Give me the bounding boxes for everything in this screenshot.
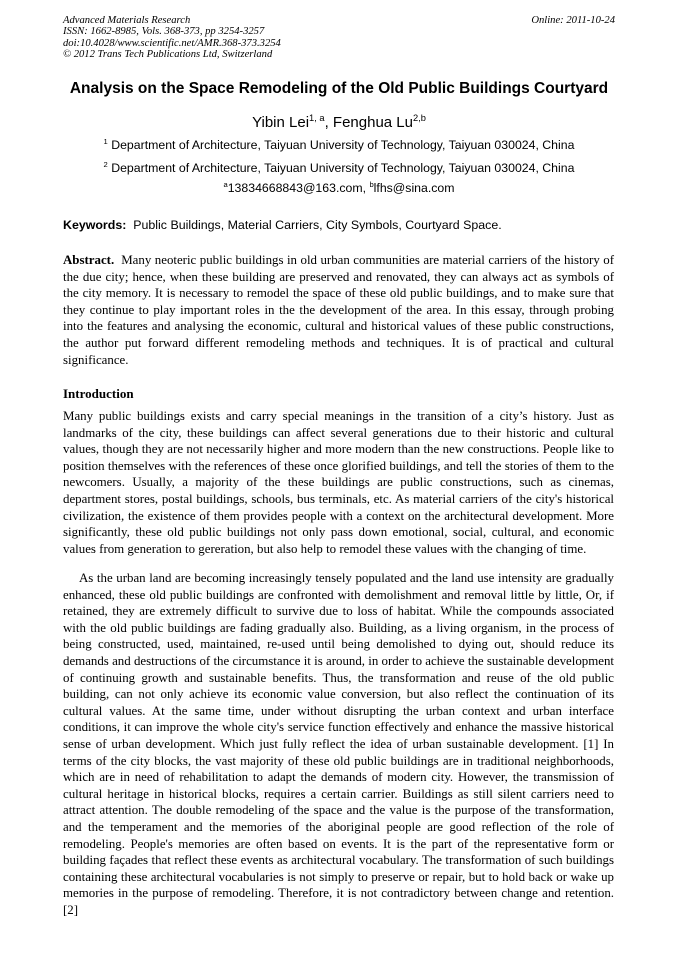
abstract [63, 252, 614, 368]
affiliation-2-marker: 2 [103, 159, 108, 169]
author-separator: , [324, 114, 333, 131]
email-a[interactable]: 13834668843@163.com, [227, 181, 370, 195]
copyright-line: © 2012 Trans Tech Publications Ltd, Switzerland [63, 49, 273, 61]
email-b[interactable]: lfhs@sina.com [373, 181, 455, 195]
author-1: Yibin Lei [252, 114, 310, 131]
keywords [63, 218, 623, 232]
paper-title: Analysis on the Space Remodeling of the Old Public Buildings Courtyard [69, 80, 609, 97]
journal-name: Advanced Materials Research [63, 15, 191, 26]
affiliation-1-text: Department of Architecture, Taiyuan University of Technology, Taiyuan 030024, China [111, 138, 575, 152]
abstract-text: Many neoteric public buildings in old urban communities are material carriers of the history of the due city; hence, when these building are preserved and renovated, they can always act as symbols of the city memory. It is necessary to remodel the space of these old public buildings, and to make sure that they continue to play important roles in the the development of the area. In this essay, through probing into the features and analysing the economic, cultural and historical values of these public constructions, the author put forward different remodeling methods and techniques. It is of practical and cultural significance. [63, 253, 614, 367]
affiliation-1-marker: 1 [103, 136, 108, 146]
email-a-marker: a [223, 179, 228, 189]
journal-header [63, 15, 615, 61]
keywords-text: Public Buildings, Material Carriers, City Symbols, Courtyard Space. [133, 218, 502, 232]
intro-paragraph-1: Many public buildings exists and carry special meanings in the transition of a city’s history. Just as landmarks of the city, these buildings can affect several generations due to their historic and cultural values, though they are not necessarily higher and more modern than the new constructions. People like to position themselves with the references of these once glorified buildings, and tell the stories of them to the newcomers. Usually, a majority of the these buildings are public constructions, such as cinemas, department stores, postal buildings, schools, bus terminals, etc. As material carriers of the city's historical civilization, the existence of them provides people with a context on the architectural development. More significantly, these old public buildings not only pass down emotional, social, cultural, and economic values from generation to gereration, but also help to remodel these values with the changing of time. [63, 409, 614, 556]
email-b-marker: b [369, 179, 374, 189]
issn-line: ISSN: 1662-8985, Vols. 368-373, pp 3254-3257 [63, 26, 265, 38]
author-1-marker: 1, a [309, 113, 325, 123]
affiliation-1 [40, 138, 638, 152]
email-line [40, 181, 638, 195]
doi-line[interactable]: doi:10.4028/www.scientific.net/AMR.368-373.3254 [63, 37, 281, 49]
intro-paragraph-2: As the urban land are becoming increasingly tensely populated and the land use intensity are gradually enhanced, these old public buildings are confronted with demolishment and removal little by little, Or, if retained, they are extremely difficult to survive due to loss of habitat. While the compounds associated with the old public buildings are fading gradually also. Building, as a living organism, in the process of being constructed, used, maintained, re-used until being demolished to dying out, should reduce its demands and destructions of the circumstance it is around, in order to achieve the sustainable development of continuing growth and sustainable benefits. Thus, the transformation and reuse of the old public building, can not only achieve its economic value conversion, but also reflect the continuation of its cultural values. At the same time, under without disrupting the urban context and urban interface conditions, it can improve the whole city's service function effectively and enhance the massive historical sense of urban development. Which just fully reflect the idea of urban sustainable development. [1] In terms of the city blocks, the vast majority of these old public buildings are in traditional neighborhoods, which are in need of rehabilitation to adapt the demands of modern city. However, the transmission of cultural heritage in historical blocks, requires a certain carrier. Buildings as still silent carriers need to attract attention. The double remodeling of the space and the value is the purpose of the transformation, and the temperament and the memories of the aboriginal people are good reflection of the role of remodeling. People's memories are often based on events. It is the part of the representative form or building façades that reflect these events as architectural vocabulary. The transformation of such buildings containing these architectural vocabularies is not simply to preserve or repair, but to hold back or wake up memories in the purpose of remodeling. Therefore, it is not contradictory between change and retention. [2] [63, 571, 614, 917]
author-2: Fenghua Lu [332, 114, 413, 131]
keywords-label: Keywords: [63, 218, 127, 232]
online-date: Online: 2011-10-24 [531, 15, 615, 26]
introduction-heading: Introduction [63, 386, 134, 401]
affiliation-2-text: Department of Architecture, Taiyuan University of Technology, Taiyuan 030024, China [111, 161, 575, 175]
affiliation-2 [40, 161, 638, 175]
author-2-marker: 2,b [412, 113, 426, 123]
author-line [40, 114, 638, 131]
abstract-label: Abstract. [63, 253, 115, 267]
